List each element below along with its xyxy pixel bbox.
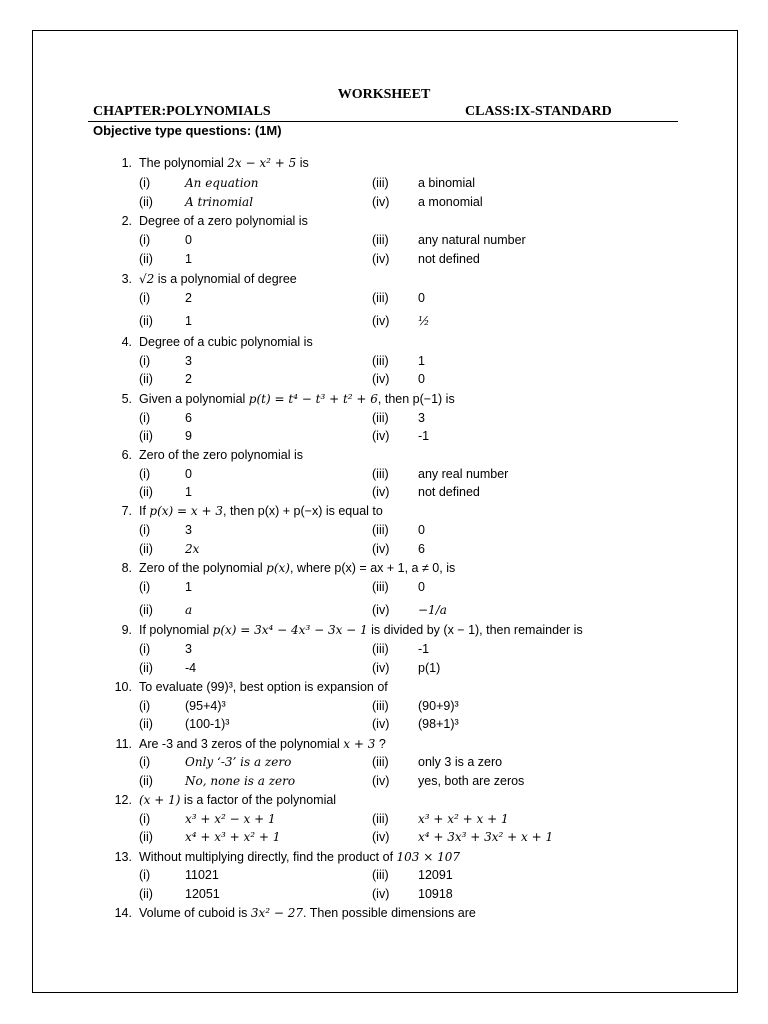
question-math: p(x) [266, 561, 290, 575]
option-text: −1/a [418, 603, 447, 617]
option-text: 11021 [185, 868, 219, 882]
option-text: 1 [185, 485, 192, 499]
option-row [0, 312, 768, 330]
option-row [0, 640, 768, 658]
option-row [0, 370, 768, 388]
question-number: 1. [121, 156, 132, 170]
question-text-post: ? [375, 737, 386, 751]
option-text: 0 [418, 580, 425, 594]
option-roman-numeral: (iv) [372, 485, 390, 499]
option-row [0, 772, 768, 790]
option-roman-numeral: (ii) [139, 830, 153, 844]
option-row [0, 231, 768, 249]
option-roman-numeral: (ii) [139, 485, 153, 499]
option-roman-numeral: (iv) [372, 717, 390, 731]
option-roman-numeral: (iii) [372, 755, 389, 769]
question-text-pre: Degree of a cubic polynomial is [139, 335, 313, 349]
option-roman-numeral: (i) [139, 755, 151, 769]
question-1 [0, 154, 768, 172]
option-text: a binomial [418, 176, 475, 190]
option-row [0, 289, 768, 307]
option-roman-numeral: (iv) [372, 887, 390, 901]
option-roman-numeral: (i) [139, 411, 151, 425]
option-row [0, 465, 768, 483]
option-text: 3 [185, 354, 192, 368]
question-13 [0, 848, 768, 866]
question-number: 11. [115, 737, 132, 751]
question-14 [0, 904, 768, 922]
option-roman-numeral: (i) [139, 699, 151, 713]
option-roman-numeral: (i) [139, 812, 151, 826]
option-roman-numeral: (i) [139, 642, 151, 656]
option-row [0, 427, 768, 445]
question-number: 10. [114, 680, 132, 694]
question-math: 2x − x² + 5 [227, 156, 297, 170]
question-9 [0, 621, 768, 639]
question-2 [0, 212, 768, 230]
question-text [139, 559, 455, 577]
option-row [0, 659, 768, 677]
option-text: -1 [418, 642, 430, 656]
option-text: 12091 [418, 868, 453, 882]
question-math: 3x² − 27 [250, 906, 304, 920]
question-math: √2 [139, 272, 155, 286]
option-text: 9 [185, 429, 192, 443]
option-roman-numeral: (iv) [372, 661, 390, 675]
option-text: 1 [185, 314, 192, 328]
option-row [0, 174, 768, 192]
option-roman-numeral: (ii) [139, 542, 153, 556]
option-roman-numeral: (iii) [372, 812, 389, 826]
question-number: 8. [121, 561, 132, 575]
option-text: 10918 [418, 887, 453, 901]
question-math: p(x) = 3x⁴ − 4x³ − 3x − 1 [212, 623, 368, 637]
option-roman-numeral: (ii) [139, 372, 153, 386]
option-row [0, 697, 768, 715]
option-text: 6 [185, 411, 192, 425]
option-roman-numeral: (iii) [372, 291, 389, 305]
option-text: 1 [418, 354, 425, 368]
question-math: (x + 1) [139, 793, 181, 807]
option-roman-numeral: (i) [139, 233, 151, 247]
question-text-pre: If polynomial [139, 623, 213, 637]
question-number: 7. [121, 504, 132, 518]
option-roman-numeral: (i) [139, 176, 151, 190]
question-text-post: . Then possible dimensions are [303, 906, 476, 920]
option-roman-numeral: (iv) [372, 314, 390, 328]
question-number: 6. [121, 448, 132, 462]
option-text: x⁴ + 3x³ + 3x² + x + 1 [418, 830, 554, 844]
question-text [139, 735, 386, 753]
question-text-pre: The polynomial [139, 156, 228, 170]
question-number: 13. [114, 850, 132, 864]
option-text: 0 [418, 372, 425, 386]
option-roman-numeral: (i) [139, 467, 151, 481]
option-roman-numeral: (ii) [139, 661, 153, 675]
question-math: x + 3 [343, 737, 376, 751]
option-row [0, 885, 768, 903]
question-4 [0, 333, 768, 351]
question-text-post: is a polynomial of degree [154, 272, 297, 286]
option-roman-numeral: (i) [139, 354, 151, 368]
option-roman-numeral: (iii) [372, 580, 389, 594]
question-text [139, 621, 583, 639]
option-row [0, 540, 768, 558]
question-text [139, 270, 297, 288]
question-12 [0, 791, 768, 809]
question-text-pre: Degree of a zero polynomial is [139, 214, 308, 228]
option-text: x⁴ + x³ + x² + 1 [185, 830, 281, 844]
question-text-pre: Given a polynomial [139, 392, 249, 406]
option-text: A trinomial [185, 195, 254, 209]
question-text [139, 678, 388, 696]
question-math: p(x) = x + 3 [149, 504, 224, 518]
option-roman-numeral: (iv) [372, 252, 390, 266]
option-text: 0 [418, 291, 425, 305]
option-row [0, 483, 768, 501]
option-text: 3 [185, 523, 192, 537]
question-number: 9. [121, 623, 132, 637]
question-text [139, 791, 336, 809]
question-text-pre: Zero of the zero polynomial is [139, 448, 303, 462]
question-text-pre: Zero of the polynomial [139, 561, 267, 575]
option-row [0, 521, 768, 539]
option-roman-numeral: (iii) [372, 176, 389, 190]
option-row [0, 753, 768, 771]
option-text: No, none is a zero [185, 774, 296, 788]
option-row [0, 250, 768, 268]
option-roman-numeral: (ii) [139, 887, 153, 901]
section-subheading: Objective type questions: (1M) [93, 123, 282, 138]
question-5 [0, 390, 768, 408]
question-text [139, 904, 476, 922]
option-row [0, 352, 768, 370]
header-divider [88, 121, 678, 122]
option-text: (90+9)³ [418, 699, 459, 713]
option-row [0, 866, 768, 884]
chapter-label: CHAPTER:POLYNOMIALS [93, 104, 271, 119]
option-text: 1 [185, 252, 192, 266]
option-roman-numeral: (ii) [139, 429, 153, 443]
option-roman-numeral: (iii) [372, 354, 389, 368]
option-text: a [185, 603, 193, 617]
option-roman-numeral: (iv) [372, 603, 390, 617]
option-row [0, 578, 768, 596]
option-text: only 3 is a zero [418, 755, 503, 769]
question-text-post: is [296, 156, 309, 170]
question-text [139, 848, 460, 866]
option-text: 2 [185, 291, 192, 305]
worksheet-title: WORKSHEET [337, 87, 431, 102]
option-roman-numeral: (ii) [139, 195, 153, 209]
option-text: (100-1)³ [185, 717, 230, 731]
question-10 [0, 678, 768, 696]
option-roman-numeral: (iii) [372, 699, 389, 713]
question-number: 3. [121, 272, 132, 286]
option-roman-numeral: (iv) [372, 195, 390, 209]
question-text [139, 502, 383, 520]
question-math: 103 × 107 [396, 850, 461, 864]
option-text: (98+1)³ [418, 717, 459, 731]
question-number: 4. [121, 335, 132, 349]
option-roman-numeral: (i) [139, 580, 151, 594]
option-text: 1 [185, 580, 192, 594]
question-text-post: , then p(x) + p(−x) is equal to [223, 504, 383, 518]
option-roman-numeral: (i) [139, 523, 151, 537]
option-text: (95+4)³ [185, 699, 226, 713]
option-text: x³ + x² + x + 1 [418, 812, 509, 826]
option-row [0, 715, 768, 733]
question-math: p(t) = t⁴ − t³ + t² + 6 [248, 392, 378, 406]
question-3 [0, 270, 768, 288]
option-text: -4 [185, 661, 197, 675]
question-8 [0, 559, 768, 577]
question-number: 2. [121, 214, 132, 228]
question-text [139, 154, 309, 172]
question-text-pre: Are -3 and 3 zeros of the polynomial [139, 737, 344, 751]
option-roman-numeral: (iv) [372, 774, 390, 788]
question-text [139, 212, 308, 230]
option-row [0, 601, 768, 619]
option-text: -1 [418, 429, 430, 443]
question-text-post: is a factor of the polynomial [180, 793, 337, 807]
option-text: not defined [418, 485, 480, 499]
option-roman-numeral: (iv) [372, 830, 390, 844]
option-text: 0 [185, 467, 192, 481]
option-text: x³ + x² − x + 1 [185, 812, 276, 826]
question-number: 5. [121, 392, 132, 406]
question-number: 12. [114, 793, 132, 807]
question-11 [0, 735, 768, 753]
option-roman-numeral: (iv) [372, 429, 390, 443]
question-text-post: is divided by (x − 1), then remainder is [367, 623, 583, 637]
option-roman-numeral: (iii) [372, 868, 389, 882]
option-row [0, 828, 768, 846]
question-text-pre: To evaluate (99)³, best option is expansion of [139, 680, 388, 694]
option-roman-numeral: (iii) [372, 233, 389, 247]
option-text: yes, both are zeros [418, 774, 525, 788]
question-text [139, 333, 313, 351]
option-roman-numeral: (i) [139, 868, 151, 882]
option-roman-numeral: (iii) [372, 467, 389, 481]
option-text: 6 [418, 542, 425, 556]
class-label: CLASS:IX-STANDARD [465, 104, 612, 119]
question-text [139, 446, 303, 464]
option-text: not defined [418, 252, 480, 266]
option-text: any real number [418, 467, 509, 481]
option-row [0, 810, 768, 828]
question-7 [0, 502, 768, 520]
option-roman-numeral: (iii) [372, 411, 389, 425]
option-roman-numeral: (ii) [139, 717, 153, 731]
question-text-pre: If [139, 504, 150, 518]
option-text: 2x [185, 542, 200, 556]
question-text-pre: Volume of cuboid is [139, 906, 251, 920]
option-text: Only ‘-3’ is a zero [185, 755, 292, 769]
question-text-pre: Without multiplying directly, find the product of [139, 850, 397, 864]
option-text: 0 [418, 523, 425, 537]
question-text-post: , then p(−1) is [377, 392, 455, 406]
option-roman-numeral: (iii) [372, 642, 389, 656]
option-text: 3 [185, 642, 192, 656]
option-row [0, 193, 768, 211]
question-text-post: , where p(x) = ax + 1, a ≠ 0, is [289, 561, 456, 575]
option-text: any natural number [418, 233, 526, 247]
question-number: 14. [114, 906, 132, 920]
option-text: 0 [185, 233, 192, 247]
option-roman-numeral: (iii) [372, 523, 389, 537]
option-roman-numeral: (iv) [372, 372, 390, 386]
option-text: p(1) [418, 661, 441, 675]
option-row [0, 409, 768, 427]
option-text: An equation [185, 176, 259, 190]
option-roman-numeral: (ii) [139, 774, 153, 788]
option-text: 2 [185, 372, 192, 386]
option-text: 12051 [185, 887, 220, 901]
option-roman-numeral: (iv) [372, 542, 390, 556]
option-roman-numeral: (ii) [139, 252, 153, 266]
option-text: 3 [418, 411, 425, 425]
option-roman-numeral: (i) [139, 291, 151, 305]
option-text: a monomial [418, 195, 483, 209]
option-roman-numeral: (ii) [139, 314, 153, 328]
question-text [139, 390, 455, 408]
option-roman-numeral: (ii) [139, 603, 153, 617]
question-6 [0, 446, 768, 464]
option-text: ½ [418, 314, 430, 328]
